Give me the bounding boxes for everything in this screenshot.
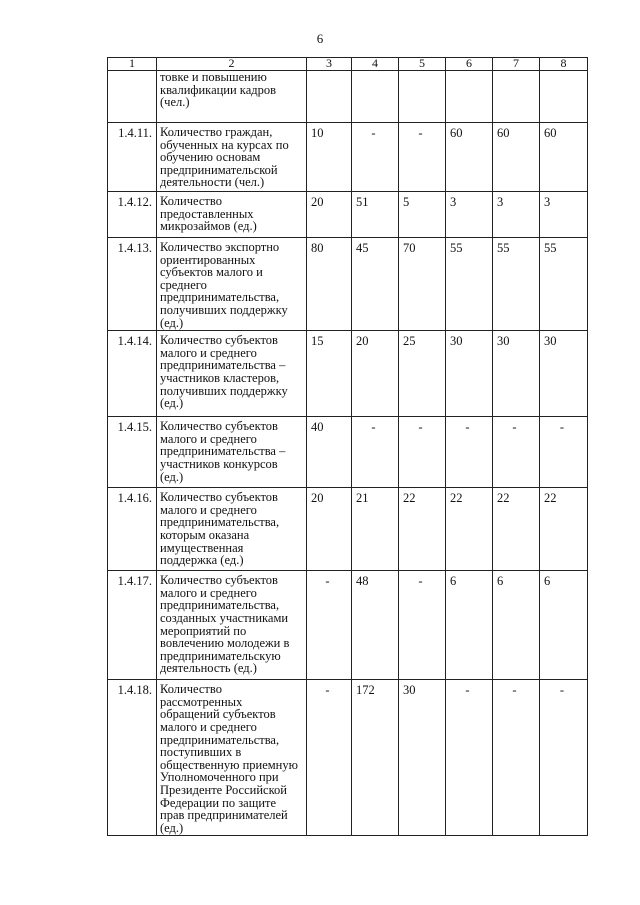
- value-cell-col-8: 60: [540, 123, 588, 192]
- indicator-name-cell: Количество предоставленных микрозаймов (ед.): [157, 192, 307, 238]
- value-cell-col-4: -: [352, 123, 399, 192]
- continuation-row: [108, 71, 588, 123]
- header-cell-7: 7: [493, 58, 540, 71]
- table-row: [108, 571, 588, 680]
- value-cell-col-6: 3: [446, 192, 493, 238]
- header-cell-2: 2: [157, 58, 307, 71]
- header-cell-1: 1: [108, 58, 157, 71]
- continuation-text-cell: товке и повышению квалификации кадров (чел.): [157, 71, 307, 123]
- indicator-name-cell: Количество субъектов малого и среднего предпринимательства, которым оказана имущественная поддержка (ед.): [157, 488, 307, 571]
- table-row: [108, 238, 588, 331]
- value-cell-col-4: 172: [352, 680, 399, 836]
- indicators-table: [107, 57, 588, 836]
- row-number-cell: 1.4.13.: [108, 238, 157, 331]
- header-cell-8: 8: [540, 58, 588, 71]
- value-cell-col-7: 60: [493, 123, 540, 192]
- indicator-name-cell: Количество субъектов малого и среднего предпринимательства, созданных участниками мероприятий по вовлечению молодежи в предпринимательскую деятельность (ед.): [157, 571, 307, 680]
- value-cell-col-7: 55: [493, 238, 540, 331]
- value-cell-col-6: 22: [446, 488, 493, 571]
- value-cell-col-4: -: [352, 417, 399, 488]
- continuation-num-cell: [108, 71, 157, 123]
- row-number-cell: 1.4.18.: [108, 680, 157, 836]
- continuation-value-cell: [540, 71, 588, 123]
- continuation-value-cell: [399, 71, 446, 123]
- value-cell-col-5: 70: [399, 238, 446, 331]
- value-cell-col-3: 20: [307, 488, 352, 571]
- value-cell-col-7: -: [493, 680, 540, 836]
- continuation-value-cell: [493, 71, 540, 123]
- value-cell-col-5: 22: [399, 488, 446, 571]
- indicator-name-cell: Количество граждан, обученных на курсах по обучению основам предпринимательской деятельности (чел.): [157, 123, 307, 192]
- value-cell-col-3: 40: [307, 417, 352, 488]
- table-row: [108, 417, 588, 488]
- row-number-cell: 1.4.11.: [108, 123, 157, 192]
- value-cell-col-8: 55: [540, 238, 588, 331]
- row-number-cell: 1.4.12.: [108, 192, 157, 238]
- value-cell-col-6: 6: [446, 571, 493, 680]
- table-body: [108, 58, 588, 836]
- continuation-value-cell: [307, 71, 352, 123]
- value-cell-col-4: 45: [352, 238, 399, 331]
- value-cell-col-5: 25: [399, 331, 446, 417]
- indicator-name-cell: Количество экспортно ориентированных субъектов малого и среднего предпринимательства, получивших поддержку (ед.): [157, 238, 307, 331]
- table-row: [108, 680, 588, 836]
- value-cell-col-7: -: [493, 417, 540, 488]
- value-cell-col-8: 6: [540, 571, 588, 680]
- value-cell-col-4: 20: [352, 331, 399, 417]
- value-cell-col-8: 22: [540, 488, 588, 571]
- value-cell-col-6: -: [446, 680, 493, 836]
- value-cell-col-5: -: [399, 571, 446, 680]
- value-cell-col-3: -: [307, 680, 352, 836]
- value-cell-col-8: -: [540, 417, 588, 488]
- indicator-name-cell: Количество субъектов малого и среднего предпринимательства – участников конкурсов (ед.): [157, 417, 307, 488]
- value-cell-col-8: 30: [540, 331, 588, 417]
- continuation-value-cell: [352, 71, 399, 123]
- value-cell-col-3: 15: [307, 331, 352, 417]
- value-cell-col-3: 80: [307, 238, 352, 331]
- header-cell-6: 6: [446, 58, 493, 71]
- table-row: [108, 488, 588, 571]
- header-cell-5: 5: [399, 58, 446, 71]
- value-cell-col-4: 51: [352, 192, 399, 238]
- indicator-name-cell: Количество субъектов малого и среднего предпринимательства – участников кластеров, получивших поддержку (ед.): [157, 331, 307, 417]
- value-cell-col-3: -: [307, 571, 352, 680]
- value-cell-col-8: 3: [540, 192, 588, 238]
- value-cell-col-8: -: [540, 680, 588, 836]
- row-number-cell: 1.4.16.: [108, 488, 157, 571]
- value-cell-col-5: 5: [399, 192, 446, 238]
- value-cell-col-7: 22: [493, 488, 540, 571]
- value-cell-col-7: 3: [493, 192, 540, 238]
- row-number-cell: 1.4.17.: [108, 571, 157, 680]
- page-number: 6: [316, 31, 324, 46]
- value-cell-col-7: 6: [493, 571, 540, 680]
- header-cell-3: 3: [307, 58, 352, 71]
- value-cell-col-3: 20: [307, 192, 352, 238]
- row-number-cell: 1.4.15.: [108, 417, 157, 488]
- value-cell-col-4: 21: [352, 488, 399, 571]
- value-cell-col-5: 30: [399, 680, 446, 836]
- value-cell-col-6: 55: [446, 238, 493, 331]
- value-cell-col-7: 30: [493, 331, 540, 417]
- header-row: [108, 58, 588, 71]
- value-cell-col-3: 10: [307, 123, 352, 192]
- value-cell-col-5: -: [399, 123, 446, 192]
- indicator-name-cell: Количество рассмотренных обращений субъектов малого и среднего предпринимательства, поступивших в общественную приемную Уполномоченного при Президенте Российской Федерации по защите прав предпринимателей (ед.): [157, 680, 307, 836]
- value-cell-col-4: 48: [352, 571, 399, 680]
- value-cell-col-6: -: [446, 417, 493, 488]
- continuation-value-cell: [446, 71, 493, 123]
- row-number-cell: 1.4.14.: [108, 331, 157, 417]
- value-cell-col-5: -: [399, 417, 446, 488]
- header-cell-4: 4: [352, 58, 399, 71]
- table-row: [108, 331, 588, 417]
- table-row: [108, 123, 588, 192]
- value-cell-col-6: 30: [446, 331, 493, 417]
- value-cell-col-6: 60: [446, 123, 493, 192]
- table-row: [108, 192, 588, 238]
